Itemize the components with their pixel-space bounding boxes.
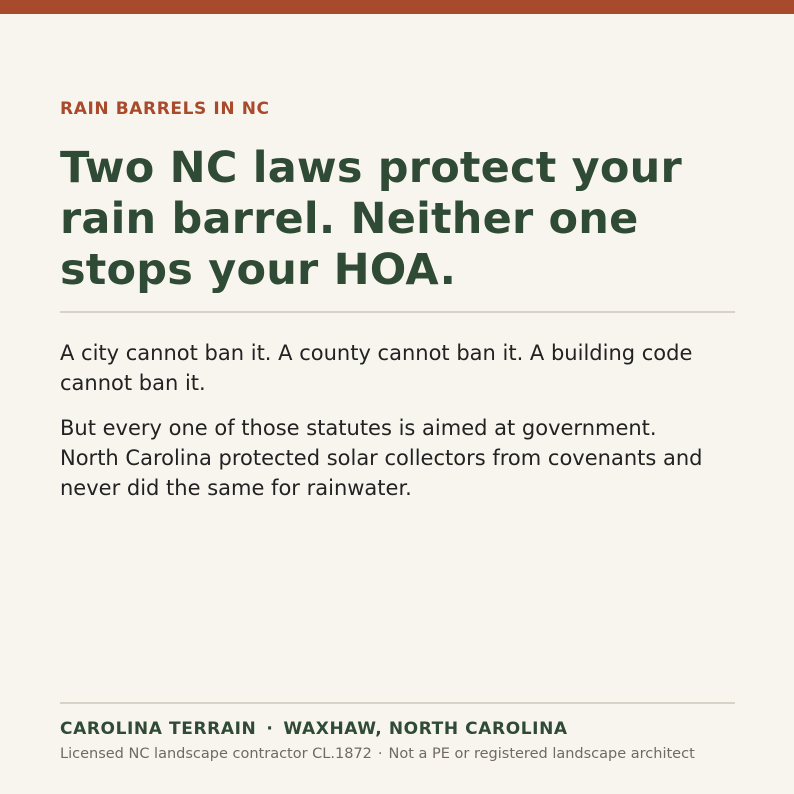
headline-line: stops your HOA.: [60, 245, 457, 295]
top-accent-bar: [0, 0, 794, 14]
eyebrow-label: RAIN BARRELS IN NC: [60, 99, 270, 119]
license-text: Licensed NC landscape contractor CL.1872: [60, 746, 372, 762]
separator-dot: ·: [266, 719, 274, 739]
company-name: CAROLINA TERRAIN: [60, 719, 257, 739]
footer-credentials-line: [60, 745, 695, 763]
body-paragraph-1: [60, 338, 735, 398]
body-line: But every one of those statutes is aimed at government.: [60, 416, 657, 440]
body-line: A city cannot ban it. A county cannot ban it. A building code: [60, 341, 693, 365]
company-location: WAXHAW, NORTH CAROLINA: [283, 719, 568, 739]
body-line: never did the same for rainwater.: [60, 476, 412, 500]
footer-company-line: [60, 719, 568, 739]
disclaimer-text: Not a PE or registered landscape architect: [388, 746, 695, 762]
body-copy: [60, 338, 735, 503]
body-line: cannot ban it.: [60, 371, 206, 395]
body-paragraph-2: [60, 413, 735, 503]
top-divider: [60, 311, 735, 313]
headline-line: Two NC laws protect your: [60, 143, 682, 193]
headline: [60, 143, 735, 296]
headline-line: rain barrel. Neither one: [60, 194, 639, 244]
separator-dot: ·: [377, 746, 383, 762]
body-line: North Carolina protected solar collectors from covenants and: [60, 446, 703, 470]
footer-divider: [60, 702, 735, 704]
